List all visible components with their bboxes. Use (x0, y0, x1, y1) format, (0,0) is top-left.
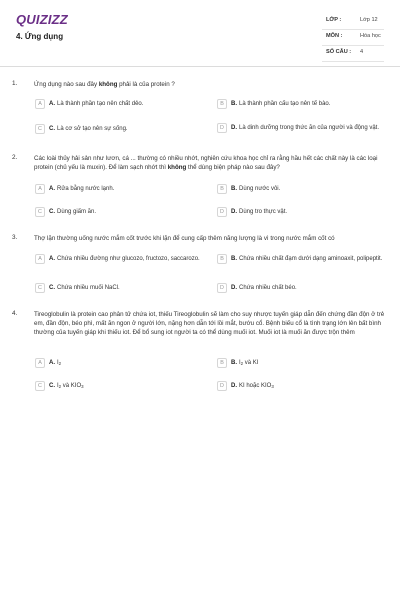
option-content: Dùng giấm ăn. (57, 209, 97, 215)
meta-value: Lớp 12 (360, 17, 378, 23)
question-text-part: thể dùng biện pháp nào sau đây? (186, 164, 280, 171)
option-text (231, 100, 387, 109)
option-content: Là dinh dưỡng trong thức ăn của người và động vật. (239, 125, 380, 131)
option-letter-box[interactable]: C (35, 283, 45, 293)
option-label: A. (49, 101, 55, 107)
option-label: C. (49, 383, 55, 389)
option-text (231, 185, 387, 194)
question-text-bold: không (98, 81, 118, 88)
option-text (231, 284, 387, 293)
question-text-part: Tireoglobulin là protein cao phân tử chứa iot, thiếu Tireoglobulin sẽ làm cho suy nhược tuyến giáp dẫn đến chứng đần độn ở trẻ em, đần độn, béo phì, mất ăn ngon ở người lớn, nặng hơn dẫn tới lồi mắt, bướu cổ. Bệnh biếu cổ là tình trạng lớn lên bất bình thường của tuyến giáp khi thiếu iot. Để bổ sung iot người ta có thể dùng muối iot. Muối iot là muối ăn được trộn thêm (34, 311, 385, 336)
formula-part: I (239, 360, 241, 366)
option-letter-box[interactable]: B (217, 254, 227, 264)
meta-key: SỐ CÂU : (326, 49, 352, 55)
option-letter-box[interactable]: D (217, 123, 227, 133)
option-content: Dùng nước vôi. (239, 186, 281, 192)
meta-value: Hóa học (360, 33, 381, 39)
meta-row-subject (322, 30, 384, 46)
formula-subscript: 3 (81, 384, 84, 389)
option-content: Dùng tro thực vật. (239, 209, 288, 215)
question-text-part: phải là của protein ? (117, 81, 175, 88)
header-divider (0, 66, 400, 67)
formula-subscript: 2 (58, 361, 62, 366)
option-letter-box[interactable]: D (217, 381, 227, 391)
option-label: C. (49, 126, 55, 132)
question-text (34, 234, 386, 243)
option-letter-box[interactable]: D (217, 283, 227, 293)
question-number: 2. (12, 154, 18, 161)
option-text (49, 382, 205, 392)
option-label: D. (231, 125, 237, 131)
option-text (231, 382, 387, 392)
option-text (231, 124, 387, 133)
option-label: A. (49, 186, 55, 192)
meta-row-class (322, 14, 384, 30)
meta-table (322, 14, 384, 62)
option-label: A. (49, 256, 55, 262)
option-letter-box[interactable]: A (35, 99, 45, 109)
option-text (49, 255, 205, 264)
option-letter-box[interactable]: A (35, 184, 45, 194)
option-label: B. (231, 101, 237, 107)
question-2 (12, 154, 388, 224)
question-3 (12, 234, 388, 298)
formula-part: và KIO (61, 383, 82, 389)
question-text-part: Ứng dụng nào sau đây (34, 81, 99, 88)
formula-subscript: 2 (58, 384, 62, 389)
formula-part: I (57, 360, 59, 366)
option-text (49, 125, 205, 134)
question-4 (12, 310, 388, 402)
question-text-part: Thợ lặn thường uống nước mắm cốt trước khi lặn để cung cấp thêm năng lượng là vì trong nước mắm cốt có (34, 235, 335, 242)
meta-key: MÔN : (326, 33, 343, 39)
option-content: Là cơ sở tạo nên sự sống. (57, 126, 128, 132)
option-label: C. (49, 285, 55, 291)
option-content: Chứa nhiều chất đạm dưới dạng aminoaxit, polipeptit. (239, 256, 383, 262)
option-label: C. (49, 209, 55, 215)
option-content: Chứa nhiều muối NaCl. (57, 285, 120, 291)
option-text (231, 255, 387, 264)
option-letter-box[interactable]: C (35, 207, 45, 217)
option-letter-box[interactable]: B (217, 99, 227, 109)
question-number: 3. (12, 234, 18, 241)
option-content: Chứa nhiều đường như glucozo, fructozo, saccarozo. (57, 256, 200, 262)
option-label: B. (231, 360, 237, 366)
option-text (231, 208, 387, 217)
meta-row-count (322, 46, 384, 62)
formula-part: KI hoặc KIO (239, 383, 272, 389)
option-letter-box[interactable]: B (217, 184, 227, 194)
meta-value: 4 (360, 49, 364, 55)
option-label: B. (231, 186, 237, 192)
page-title: 4. Ứng dụng (16, 32, 64, 41)
option-text (231, 359, 387, 369)
option-text (49, 100, 205, 109)
option-content: Rửa bằng nước lạnh. (57, 186, 115, 192)
formula-part: I (57, 383, 59, 389)
question-text-bold: không (167, 164, 187, 171)
option-letter-box[interactable]: A (35, 358, 45, 368)
option-text (49, 359, 205, 369)
formula-subscript: 3 (271, 384, 274, 389)
option-label: D. (231, 383, 237, 389)
quizizz-logo: QUIZIZZ (16, 12, 68, 27)
question-text-part: Các loài thủy hải sản như lươn, cá ... thường có nhiều nhớt, nghiên cứu khoa học chỉ ra rằng hầu hết các chất này là các loại protein (chủ yếu là muxin). Để làm sạch nhớt thì (34, 155, 378, 171)
option-label: D. (231, 209, 237, 215)
option-content: Là thành phần tạo nên chất dẻo. (57, 101, 144, 107)
question-text (34, 154, 386, 172)
question-text (34, 80, 386, 89)
option-text (49, 284, 205, 293)
option-label: B. (231, 256, 237, 262)
question-number: 4. (12, 310, 18, 317)
formula-part: và KI (243, 360, 259, 366)
option-text (49, 208, 205, 217)
formula-subscript: 2 (240, 361, 244, 366)
option-text (49, 185, 205, 194)
option-content: Là thành phần cấu tạo nên tế bào. (239, 101, 331, 107)
option-letter-box[interactable]: A (35, 254, 45, 264)
option-label: D. (231, 285, 237, 291)
question-text (34, 310, 386, 337)
meta-key: LỚP : (326, 17, 342, 23)
option-letter-box[interactable]: C (35, 124, 45, 134)
option-letter-box[interactable]: D (217, 207, 227, 217)
option-content: Chứa nhiều chất béo. (239, 285, 297, 291)
option-letter-box[interactable]: B (217, 358, 227, 368)
option-letter-box[interactable]: C (35, 381, 45, 391)
question-1 (12, 80, 388, 140)
option-label: A. (49, 360, 55, 366)
question-number: 1. (12, 80, 18, 87)
